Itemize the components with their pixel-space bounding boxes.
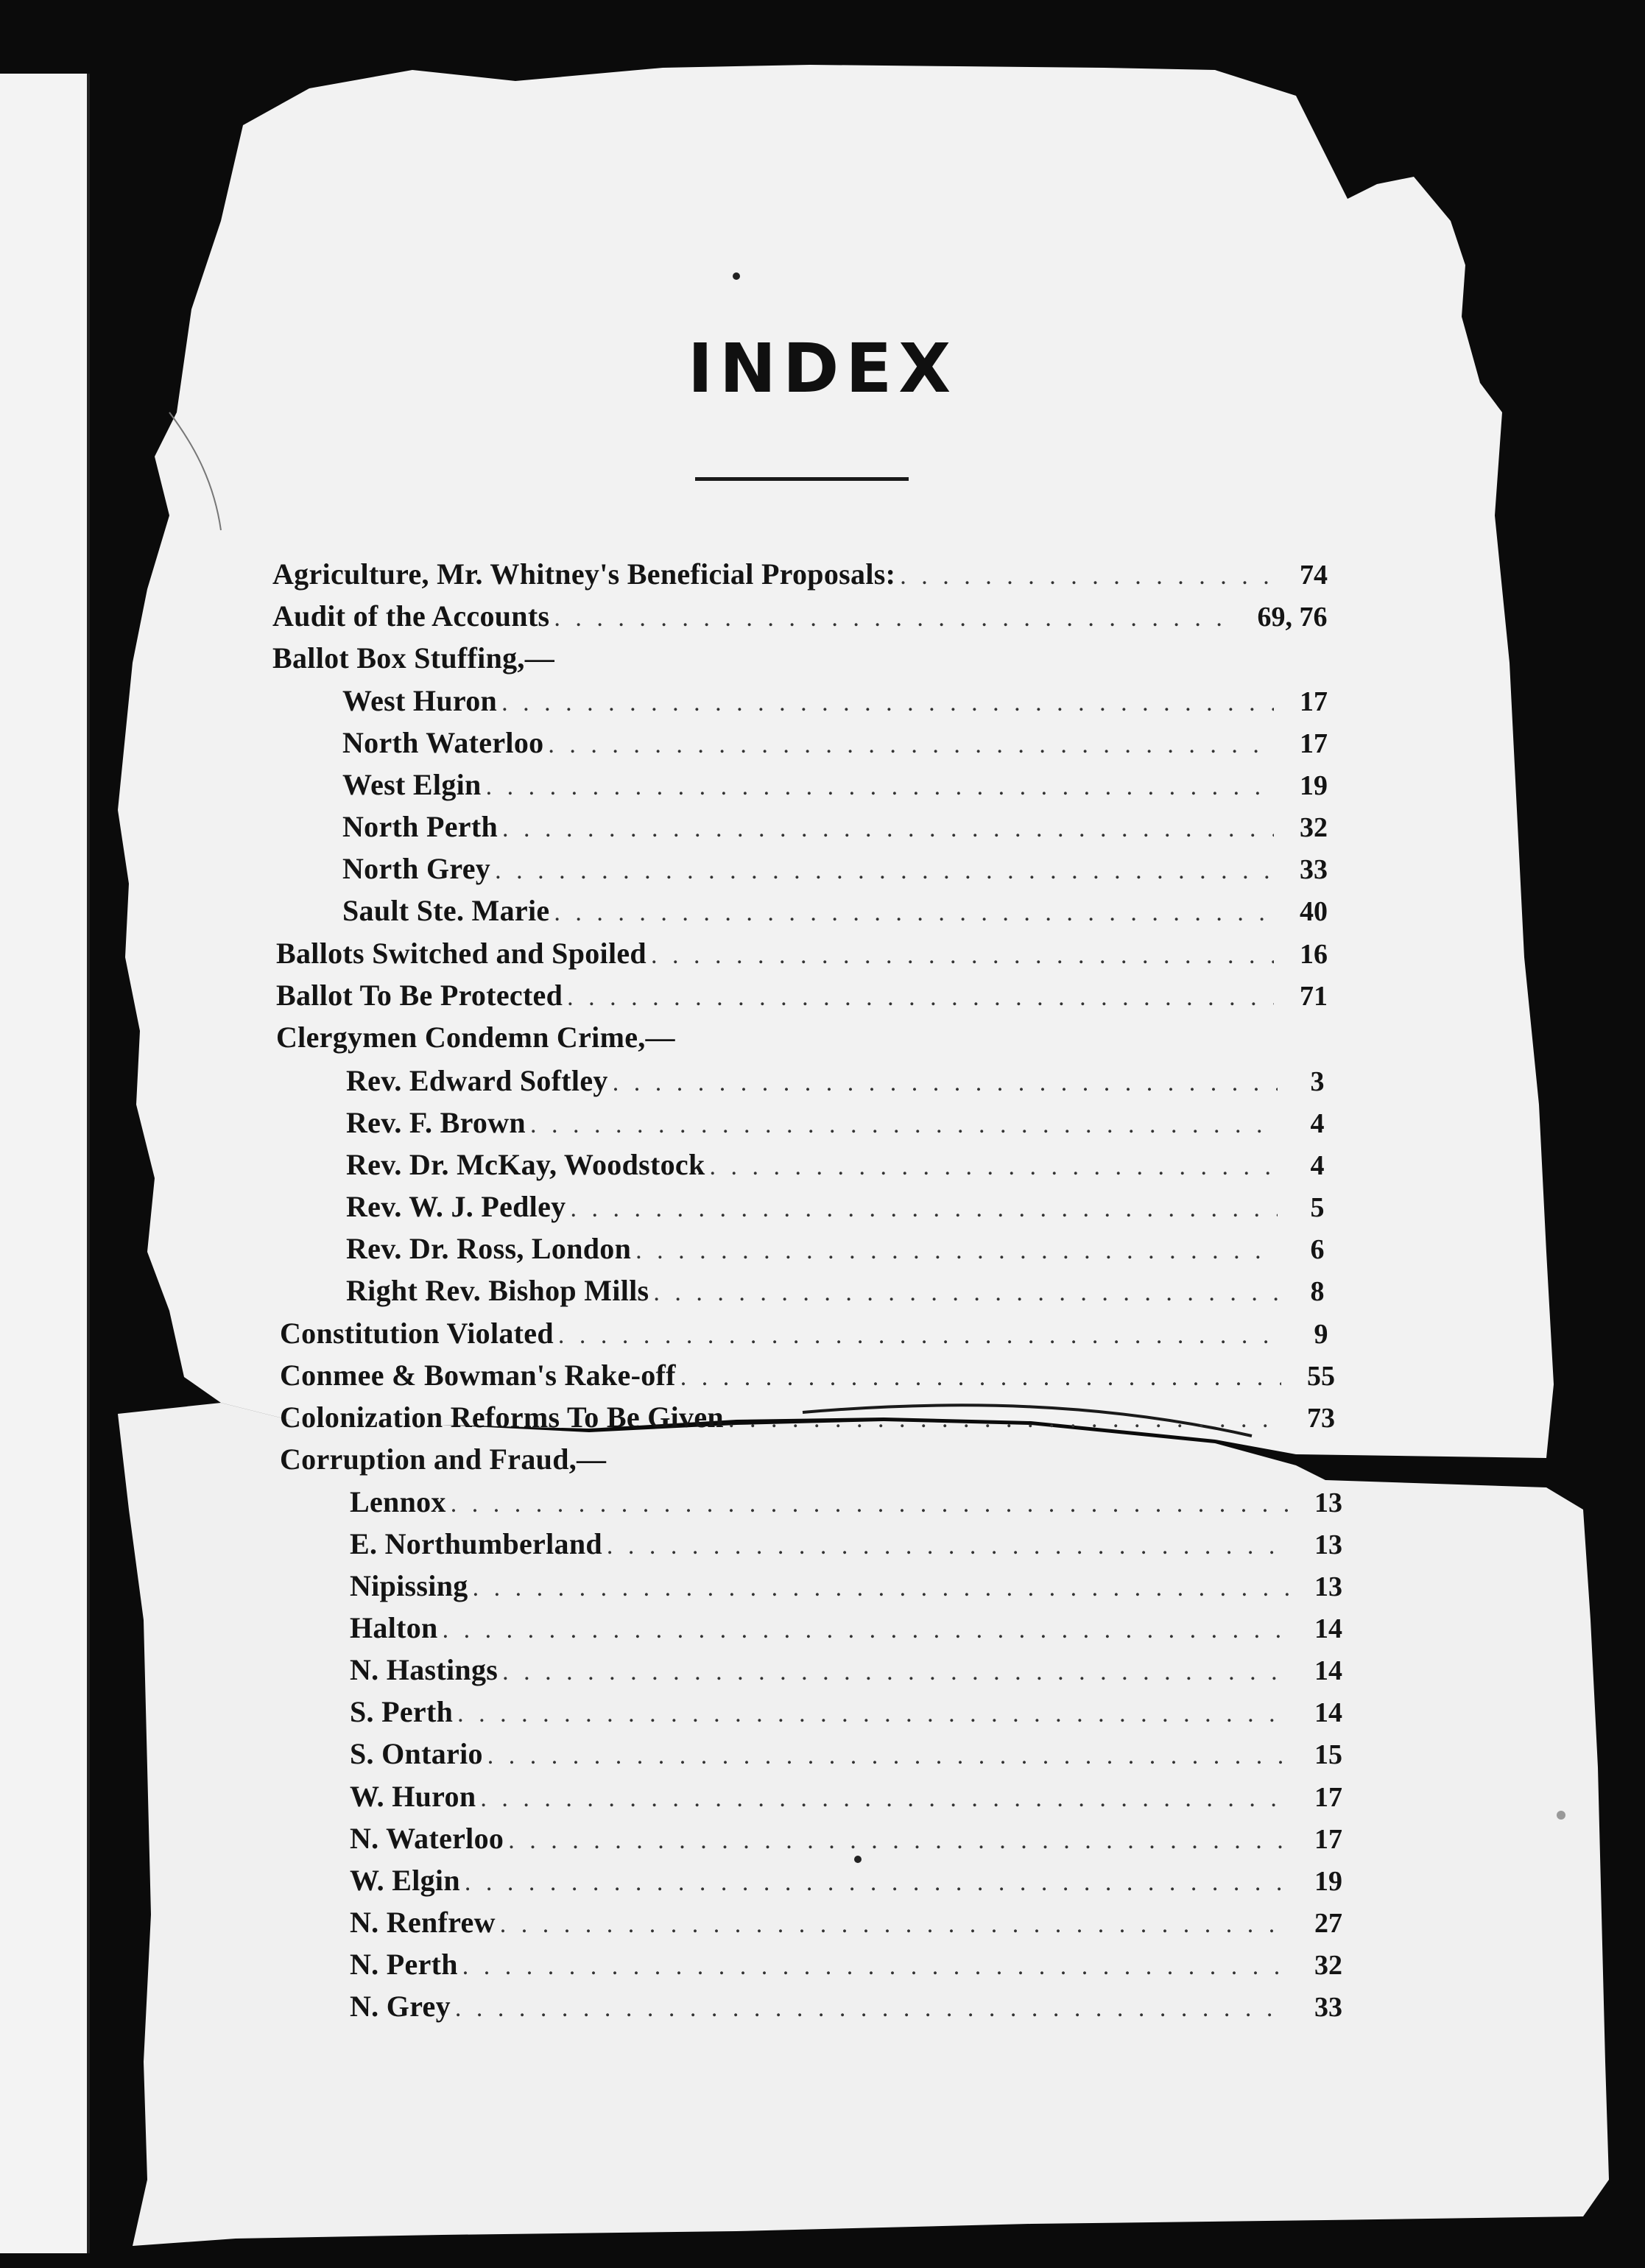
index-subentry (350, 1610, 1362, 1647)
dot-leader (495, 853, 1274, 890)
dot-leader (502, 811, 1274, 848)
entry-page-number: 33 (1300, 854, 1328, 885)
entry-label: Ballot Box Stuffing,— (272, 641, 555, 675)
entry-page-number: 13 (1314, 1571, 1342, 1602)
dot-leader (710, 1149, 1278, 1186)
index-subentry (350, 1778, 1362, 1815)
dot-leader (607, 1528, 1289, 1565)
index-subentry (350, 1988, 1362, 2025)
index-subentry (346, 1272, 1351, 1309)
entry-label: S. Ontario (350, 1737, 483, 1770)
entry-label: Right Rev. Bishop Mills (346, 1274, 649, 1307)
index-subentry (346, 1147, 1351, 1183)
index-entry (276, 935, 1348, 972)
index-subentry (350, 1904, 1362, 1941)
index-subentry (342, 809, 1348, 845)
entry-label: N. Perth (350, 1948, 458, 1981)
index-subentry (342, 683, 1348, 719)
dot-leader (451, 1486, 1289, 1523)
index-subentry (350, 1694, 1362, 1730)
dot-leader (501, 685, 1274, 722)
entry-label: N. Grey (350, 1990, 451, 2023)
entry-page-number: 4 (1310, 1108, 1325, 1139)
dot-leader (500, 1906, 1289, 1943)
entry-page-number: 3 (1310, 1066, 1325, 1097)
entry-label: Ballots Switched and Spoiled (276, 937, 647, 970)
entry-label: Rev. W. J. Pedley (346, 1190, 566, 1223)
dot-leader (508, 1822, 1289, 1859)
dot-leader (635, 1233, 1278, 1269)
entry-label: North Perth (342, 810, 499, 843)
entry-page-number: 19 (1314, 1866, 1342, 1897)
entry-label: N. Hastings (350, 1653, 499, 1686)
index-entry (276, 977, 1348, 1014)
dot-leader (680, 1359, 1281, 1396)
dot-leader (653, 1275, 1278, 1311)
entry-label: Lennox (350, 1485, 446, 1518)
dot-leader (530, 1107, 1278, 1144)
entry-label: S. Perth (350, 1695, 454, 1728)
index-subentry (342, 767, 1348, 803)
entry-label: E. Northumberland (350, 1527, 602, 1560)
entry-page-number: 6 (1310, 1234, 1325, 1265)
entry-page-number: 32 (1300, 812, 1328, 843)
entry-page-number: 14 (1314, 1697, 1342, 1728)
entry-label: Ballot To Be Protected (276, 979, 563, 1012)
entry-page-number: 4 (1310, 1150, 1325, 1181)
entry-label: W. Elgin (350, 1864, 460, 1897)
dot-leader (728, 1401, 1281, 1438)
dot-leader (480, 1781, 1289, 1817)
dot-leader (554, 895, 1274, 932)
dot-leader (558, 1317, 1281, 1354)
entry-label: West Huron (342, 684, 498, 717)
entry-label: Colonization Reforms To Be Given (280, 1401, 724, 1434)
entry-label: Clergymen Condemn Crime,— (276, 1021, 675, 1054)
entry-page-number: 17 (1300, 686, 1328, 717)
entry-page-number: 69, 76 (1257, 602, 1328, 633)
dot-leader (462, 1948, 1289, 1985)
entry-page-number: 17 (1300, 728, 1328, 759)
index-subentry (346, 1230, 1351, 1267)
entry-label: Conmee & Bowman's Rake-off (280, 1359, 676, 1392)
dot-leader (613, 1065, 1278, 1102)
entry-page-number: 13 (1314, 1487, 1342, 1518)
dot-leader (651, 937, 1274, 974)
entry-label: North Waterloo (342, 726, 544, 759)
entry-page-number: 27 (1314, 1908, 1342, 1939)
entry-page-number: 32 (1314, 1950, 1342, 1981)
index-heading (280, 1441, 1355, 1478)
entry-page-number: 5 (1310, 1192, 1325, 1223)
index-subentry (346, 1188, 1351, 1225)
page-title: INDEX (687, 329, 958, 408)
entry-page-number: 17 (1314, 1824, 1342, 1855)
index-subentry (350, 1526, 1362, 1563)
entry-label: N. Renfrew (350, 1906, 496, 1939)
index-subentry (346, 1105, 1351, 1141)
title-rule (695, 477, 909, 481)
dot-leader (465, 1864, 1289, 1901)
entry-page-number: 8 (1310, 1276, 1325, 1307)
entry-label: Agriculture, Mr. Whitney's Beneficial Proposals: (272, 557, 896, 591)
dot-leader (567, 979, 1274, 1016)
index-subentry (346, 1063, 1351, 1099)
index-subentry (350, 1862, 1362, 1899)
entry-page-number: 33 (1314, 1992, 1342, 2023)
index-subentry (342, 892, 1348, 929)
entry-page-number: 9 (1314, 1319, 1328, 1350)
entry-label: Audit of the Accounts (272, 599, 550, 633)
dot-leader (455, 1990, 1289, 2027)
dot-leader (443, 1612, 1289, 1649)
entry-label: W. Huron (350, 1780, 476, 1813)
entry-label: West Elgin (342, 768, 482, 801)
entry-label: Rev. Dr. McKay, Woodstock (346, 1148, 705, 1181)
entry-label: Rev. Edward Softley (346, 1064, 608, 1097)
index-heading (276, 1019, 1348, 1056)
dot-leader (473, 1570, 1289, 1607)
index-subentry (350, 1484, 1362, 1521)
entry-label: Sault Ste. Marie (342, 894, 550, 927)
index-subentry (350, 1820, 1362, 1857)
index-entry (280, 1399, 1355, 1436)
dot-leader (502, 1654, 1289, 1691)
entry-label: North Grey (342, 852, 491, 885)
dot-leader (486, 769, 1274, 806)
index-subentry (342, 850, 1348, 887)
index-entry (272, 556, 1348, 593)
entry-page-number: 19 (1300, 770, 1328, 801)
entry-label: Constitution Violated (280, 1317, 554, 1350)
index-subentry (342, 725, 1348, 761)
entry-label: Nipissing (350, 1569, 468, 1602)
dot-leader (548, 727, 1274, 764)
index-entry (280, 1315, 1355, 1352)
dot-leader (457, 1696, 1289, 1733)
entry-page-number: 74 (1300, 560, 1328, 591)
entry-label: N. Waterloo (350, 1822, 504, 1855)
dot-leader (900, 558, 1274, 595)
index-subentry (350, 1946, 1362, 1983)
index-entry (280, 1357, 1355, 1394)
entry-label: Corruption and Fraud,— (280, 1443, 607, 1476)
dot-leader (554, 600, 1231, 637)
entry-page-number: 14 (1314, 1613, 1342, 1644)
entry-page-number: 13 (1314, 1529, 1342, 1560)
entry-label: Halton (350, 1611, 438, 1644)
entry-page-number: 71 (1300, 981, 1328, 1012)
entry-label: Rev. Dr. Ross, London (346, 1232, 632, 1265)
index-heading (272, 640, 1348, 677)
entry-label: Rev. F. Brown (346, 1106, 526, 1139)
entry-page-number: 14 (1314, 1655, 1342, 1686)
entry-page-number: 16 (1300, 939, 1328, 970)
entry-page-number: 73 (1307, 1403, 1335, 1434)
index-subentry (350, 1736, 1362, 1772)
dot-leader (487, 1738, 1289, 1775)
index-subentry (350, 1652, 1362, 1688)
entry-page-number: 15 (1314, 1739, 1342, 1770)
entry-page-number: 55 (1307, 1361, 1335, 1392)
index-subentry (350, 1568, 1362, 1605)
dot-leader (570, 1191, 1278, 1228)
index-entry (272, 598, 1348, 635)
entry-page-number: 40 (1300, 896, 1328, 927)
entry-page-number: 17 (1314, 1782, 1342, 1813)
